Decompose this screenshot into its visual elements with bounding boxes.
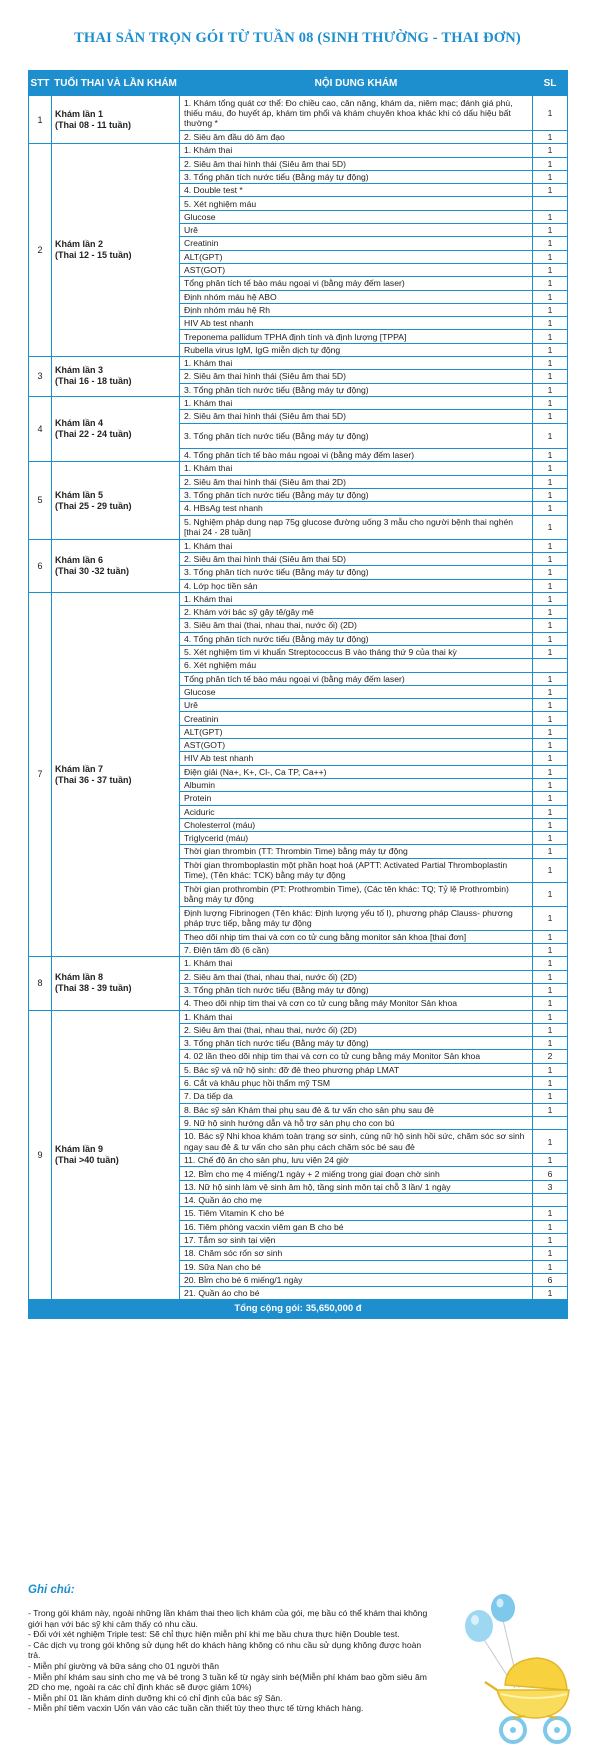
visit-name: Khám lần 5 bbox=[55, 489, 104, 500]
exam-quantity: 1 bbox=[533, 619, 568, 632]
exam-quantity: 1 bbox=[533, 1154, 568, 1167]
exam-quantity: 1 bbox=[533, 699, 568, 712]
exam-item: AST(GOT) bbox=[180, 739, 533, 752]
visit-label bbox=[52, 462, 180, 539]
exam-quantity: 1 bbox=[533, 184, 568, 197]
table-body bbox=[29, 96, 568, 1300]
exam-quantity bbox=[533, 659, 568, 672]
exam-quantity: 1 bbox=[533, 489, 568, 502]
exam-quantity: 1 bbox=[533, 685, 568, 698]
note-item: - Miễn phí 01 lần khám dinh dưỡng khi có chỉ định của bác sỹ Sản. bbox=[28, 1692, 283, 1703]
exam-quantity: 1 bbox=[533, 1233, 568, 1246]
visit-weeks: (Thai 30 -32 tuần) bbox=[55, 565, 130, 576]
exam-quantity: 1 bbox=[533, 170, 568, 183]
visit-name: Khám lần 6 bbox=[55, 554, 104, 565]
total-row bbox=[29, 1300, 568, 1319]
exam-item: 5. Nghiệm pháp dung nạp 75g glucose đường uống 3 mẫu cho người bệnh thai nghén [thai 24 - 28 tuần] bbox=[180, 515, 533, 539]
exam-quantity: 1 bbox=[533, 250, 568, 263]
exam-quantity: 1 bbox=[533, 672, 568, 685]
notes-list bbox=[28, 1608, 428, 1714]
exam-quantity: 1 bbox=[533, 906, 568, 930]
exam-item: 11. Chế độ ăn cho sản phụ, lưu viện 24 giờ bbox=[180, 1154, 533, 1167]
visit-label bbox=[52, 539, 180, 592]
exam-quantity: 1 bbox=[533, 1207, 568, 1220]
exam-item: 4. HBsAg test nhanh bbox=[180, 502, 533, 515]
exam-item: 4. Double test * bbox=[180, 184, 533, 197]
exam-quantity: 1 bbox=[533, 792, 568, 805]
table-row bbox=[29, 539, 568, 552]
exam-quantity: 1 bbox=[533, 957, 568, 970]
visit-label bbox=[52, 1010, 180, 1300]
package-table bbox=[28, 70, 568, 1319]
exam-quantity: 1 bbox=[533, 566, 568, 579]
exam-quantity: 1 bbox=[533, 882, 568, 906]
note-item: - Các dịch vụ trong gói không sử dụng hết do khách hàng không có nhu cầu sử dụng không được hoàn trả. bbox=[28, 1639, 422, 1661]
exam-item: Glucose bbox=[180, 210, 533, 223]
exam-item: 19. Sữa Nan cho bé bbox=[180, 1260, 533, 1273]
exam-item: 2. Siêu âm thai hình thái (Siêu âm thai 5D) bbox=[180, 410, 533, 423]
table-row bbox=[29, 957, 568, 970]
note-item: - Miễn phí tiêm vacxin Uốn ván vào các tuần cần thiết tùy theo thực tế từng khách hàng. bbox=[28, 1703, 364, 1714]
exam-item: 20. Bỉm cho bé 6 miếng/1 ngày bbox=[180, 1273, 533, 1286]
exam-item: 1. Khám thai bbox=[180, 144, 533, 157]
exam-item: ALT(GPT) bbox=[180, 725, 533, 738]
exam-item: Điện giải (Na+, K+, Cl-, Ca TP, Ca++) bbox=[180, 765, 533, 778]
exam-item: 4. Tổng phân tích nước tiểu (Bằng máy tự động) bbox=[180, 632, 533, 645]
exam-quantity: 1 bbox=[533, 1077, 568, 1090]
exam-item: Rubella virus IgM, IgG miễn dịch tự động bbox=[180, 343, 533, 356]
exam-quantity: 1 bbox=[533, 515, 568, 539]
exam-item: 1. Khám thai bbox=[180, 396, 533, 409]
exam-quantity bbox=[533, 1194, 568, 1207]
exam-item: Glucose bbox=[180, 685, 533, 698]
exam-item: 3. Siêu âm thai (thai, nhau thai, nước ối) (2D) bbox=[180, 619, 533, 632]
exam-item: 1. Khám thai bbox=[180, 462, 533, 475]
visit-weeks: (Thai 36 - 37 tuần) bbox=[55, 774, 132, 785]
notes-title: Ghi chú: bbox=[28, 1584, 75, 1596]
exam-quantity: 1 bbox=[533, 1247, 568, 1260]
exam-quantity: 1 bbox=[533, 765, 568, 778]
visit-label bbox=[52, 957, 180, 1010]
exam-quantity: 1 bbox=[533, 1103, 568, 1116]
exam-item: Tổng phân tích tế bào máu ngoại vi (bằng máy đếm laser) bbox=[180, 672, 533, 685]
exam-quantity: 1 bbox=[533, 632, 568, 645]
exam-quantity: 1 bbox=[533, 997, 568, 1010]
visit-label bbox=[52, 592, 180, 957]
exam-quantity bbox=[533, 197, 568, 210]
exam-item: 3. Tổng phân tích nước tiểu (Bằng máy tự động) bbox=[180, 423, 533, 449]
exam-quantity: 1 bbox=[533, 606, 568, 619]
visit-name: Khám lần 8 bbox=[55, 972, 104, 983]
exam-item: 4. Theo dõi nhịp tim thai và cơn co tử cung bằng máy Monitor Sản khoa bbox=[180, 997, 533, 1010]
exam-quantity: 1 bbox=[533, 1037, 568, 1050]
visit-name: Khám lần 1 bbox=[55, 108, 104, 119]
exam-item: Creatinin bbox=[180, 712, 533, 725]
exam-item: Albumin bbox=[180, 778, 533, 791]
exam-quantity: 1 bbox=[533, 930, 568, 943]
exam-item: 17. Tắm sơ sinh tại viện bbox=[180, 1233, 533, 1246]
table-row bbox=[29, 1010, 568, 1023]
exam-item: Định lượng Fibrinogen (Tên khác: Định lượng yếu tố I), phương pháp Clauss- phương pháp trực tiếp, bằng máy tự động bbox=[180, 906, 533, 930]
exam-quantity: 2 bbox=[533, 1050, 568, 1063]
exam-item: 2. Khám với bác sỹ gây tê/gây mê bbox=[180, 606, 533, 619]
exam-item: 4. 02 lần theo dõi nhịp tim thai và cơn co tử cung bằng máy Monitor Sản khoa bbox=[180, 1050, 533, 1063]
exam-quantity: 1 bbox=[533, 983, 568, 996]
visit-label bbox=[52, 96, 180, 144]
exam-item: 14. Quần áo cho mẹ bbox=[180, 1194, 533, 1207]
note-item: - Trong gói khám này, ngoài những lần khám thai theo lịch khám của gói, mẹ bầu có thể khám thai không giới hạn với bác sỹ khi cảm thấy có nhu cầu. bbox=[28, 1608, 428, 1629]
exam-quantity: 6 bbox=[533, 1167, 568, 1180]
exam-quantity: 1 bbox=[533, 739, 568, 752]
exam-quantity: 1 bbox=[533, 96, 568, 131]
exam-item: 7. Da tiếp da bbox=[180, 1090, 533, 1103]
exam-quantity: 1 bbox=[533, 1063, 568, 1076]
visit-number: 5 bbox=[29, 462, 52, 539]
exam-item: 3. Tổng phân tích nước tiểu (Bằng máy tự động) bbox=[180, 489, 533, 502]
exam-quantity: 1 bbox=[533, 858, 568, 882]
exam-item: 1. Khám thai bbox=[180, 957, 533, 970]
exam-quantity: 1 bbox=[533, 502, 568, 515]
exam-item: Aciduric bbox=[180, 805, 533, 818]
visit-name: Khám lần 4 bbox=[55, 418, 104, 429]
exam-item: 1. Khám tổng quát cơ thể: Đo chiều cao, cân nặng, khám da, niêm mạc; đánh giá phù, thiếu máu, đo huyết áp, khám tim phổi và khám chuyên khoa khác khi có dấu hiệu bất thường * bbox=[180, 96, 533, 131]
exam-item: 3. Tổng phân tích nước tiểu (Bằng máy tự động) bbox=[180, 1037, 533, 1050]
exam-quantity: 1 bbox=[533, 1260, 568, 1273]
exam-quantity: 1 bbox=[533, 1010, 568, 1023]
exam-item: AST(GOT) bbox=[180, 263, 533, 276]
visit-weeks: (Thai 16 - 18 tuần) bbox=[55, 376, 132, 387]
notes-section bbox=[28, 1584, 428, 1714]
exam-item: 6. Xét nghiệm máu bbox=[180, 659, 533, 672]
visit-name: Khám lần 7 bbox=[55, 763, 104, 774]
header-content: NỘI DUNG KHÁM bbox=[180, 71, 533, 96]
exam-quantity: 1 bbox=[533, 462, 568, 475]
table-row bbox=[29, 144, 568, 157]
exam-quantity: 1 bbox=[533, 725, 568, 738]
exam-quantity: 1 bbox=[533, 579, 568, 592]
exam-quantity: 1 bbox=[533, 944, 568, 957]
exam-item: 18. Chăm sóc rốn sơ sinh bbox=[180, 1247, 533, 1260]
exam-item: 16. Tiêm phòng vacxin viêm gan B cho bé bbox=[180, 1220, 533, 1233]
exam-quantity: 1 bbox=[533, 778, 568, 791]
table-row bbox=[29, 357, 568, 370]
exam-item: 7. Điện tâm đồ (6 cần) bbox=[180, 944, 533, 957]
exam-quantity: 1 bbox=[533, 845, 568, 858]
table-row bbox=[29, 592, 568, 605]
visit-number: 3 bbox=[29, 357, 52, 397]
exam-quantity: 1 bbox=[533, 330, 568, 343]
exam-item: Urê bbox=[180, 699, 533, 712]
exam-quantity: 1 bbox=[533, 449, 568, 462]
exam-quantity: 6 bbox=[533, 1273, 568, 1286]
visit-number: 7 bbox=[29, 592, 52, 957]
exam-item: 2. Siêu âm đầu dò âm đạo bbox=[180, 131, 533, 144]
exam-item: Định nhóm máu hệ Rh bbox=[180, 303, 533, 316]
exam-quantity: 1 bbox=[533, 237, 568, 250]
exam-item: 10. Bác sỹ Nhi khoa khám toàn trạng sơ sinh, cùng nữ hộ sinh hồi sức, chăm sóc sơ sinh ngay sau đẻ & tư vấn cho sản phụ cách chăm sóc bé sau đẻ bbox=[180, 1130, 533, 1154]
exam-quantity: 1 bbox=[533, 970, 568, 983]
exam-quantity: 1 bbox=[533, 805, 568, 818]
exam-item: 6. Cắt và khâu phục hồi thẩm mỹ TSM bbox=[180, 1077, 533, 1090]
exam-item: Protein bbox=[180, 792, 533, 805]
exam-item: 8. Bác sỹ sản Khám thai phụ sau đẻ & tư vấn cho sản phụ sau đẻ bbox=[180, 1103, 533, 1116]
table-row bbox=[29, 396, 568, 409]
exam-item: ALT(GPT) bbox=[180, 250, 533, 263]
exam-quantity: 1 bbox=[533, 210, 568, 223]
note-item: - Miễn phí khám sau sinh cho mẹ và bé trong 3 tuần kể từ ngày sinh bé(Miễn phí khám bao gồm siêu âm 2D cho mẹ, ngoài ra các chỉ định khác sẽ được giảm 10%) bbox=[28, 1671, 427, 1693]
exam-item: 1. Khám thai bbox=[180, 592, 533, 605]
exam-quantity: 1 bbox=[533, 144, 568, 157]
page-title: THAI SẢN TRỌN GÓI TỪ TUẦN 08 (SINH THƯỜNG - THAI ĐƠN) bbox=[74, 30, 521, 46]
table-header-row bbox=[29, 71, 568, 96]
exam-item: 12. Bỉm cho mẹ 4 miếng/1 ngày + 2 miếng trong giai đoạn chờ sinh bbox=[180, 1167, 533, 1180]
exam-item: 3. Tổng phân tích nước tiểu (Bằng máy tự động) bbox=[180, 566, 533, 579]
exam-item: Triglycerid (máu) bbox=[180, 832, 533, 845]
exam-quantity: 1 bbox=[533, 1023, 568, 1036]
visit-weeks: (Thai 22 - 24 tuần) bbox=[55, 429, 132, 440]
exam-quantity: 1 bbox=[533, 290, 568, 303]
exam-quantity: 1 bbox=[533, 357, 568, 370]
exam-item: 2. Siêu âm thai hình thái (Siêu âm thai 5D) bbox=[180, 157, 533, 170]
exam-quantity: 1 bbox=[533, 410, 568, 423]
exam-quantity: 1 bbox=[533, 317, 568, 330]
visit-weeks: (Thai 38 - 39 tuần) bbox=[55, 983, 132, 994]
exam-item: 2. Siêu âm thai (thai, nhau thai, nước ối) (2D) bbox=[180, 970, 533, 983]
exam-item: 13. Nữ hộ sinh làm vệ sinh âm hộ, tầng sinh môn tại chỗ 3 lần/ 1 ngày bbox=[180, 1180, 533, 1193]
exam-item: Urê bbox=[180, 224, 533, 237]
exam-item: 9. Nữ hộ sinh hướng dẫn và hỗ trợ sản phụ cho con bú bbox=[180, 1116, 533, 1129]
total-price: Tổng cộng gói: 35,650,000 đ bbox=[29, 1300, 568, 1319]
visit-name: Khám lần 9 bbox=[55, 1143, 104, 1154]
visit-label bbox=[52, 144, 180, 357]
visit-weeks: (Thai 12 - 15 tuần) bbox=[55, 250, 132, 261]
exam-quantity: 1 bbox=[533, 383, 568, 396]
exam-item: HIV Ab test nhanh bbox=[180, 317, 533, 330]
visit-number: 9 bbox=[29, 1010, 52, 1300]
exam-item: 3. Tổng phân tích nước tiểu (Bằng máy tự động) bbox=[180, 983, 533, 996]
visit-weeks: (Thai 25 - 29 tuần) bbox=[55, 500, 132, 511]
table-row bbox=[29, 462, 568, 475]
visit-name: Khám lần 3 bbox=[55, 365, 104, 376]
exam-item: 2. Siêu âm thai hình thái (Siêu âm thai 5D) bbox=[180, 552, 533, 565]
exam-quantity: 1 bbox=[533, 1090, 568, 1103]
exam-quantity: 1 bbox=[533, 552, 568, 565]
exam-item: 4. Lớp học tiền sản bbox=[180, 579, 533, 592]
exam-quantity: 1 bbox=[533, 343, 568, 356]
exam-quantity: 1 bbox=[533, 423, 568, 449]
table-row bbox=[29, 96, 568, 131]
exam-quantity: 1 bbox=[533, 370, 568, 383]
baby-stroller-icon bbox=[445, 1590, 575, 1750]
exam-quantity: 1 bbox=[533, 263, 568, 276]
exam-item: 1. Khám thai bbox=[180, 1010, 533, 1023]
visit-number: 6 bbox=[29, 539, 52, 592]
exam-item: 2. Siêu âm thai hình thái (Siêu âm thai 5D) bbox=[180, 370, 533, 383]
exam-quantity: 1 bbox=[533, 131, 568, 144]
visit-label bbox=[52, 396, 180, 461]
visit-weeks: (Thai >40 tuần) bbox=[55, 1154, 119, 1165]
exam-quantity: 1 bbox=[533, 303, 568, 316]
visit-label bbox=[52, 357, 180, 397]
exam-quantity: 1 bbox=[533, 592, 568, 605]
exam-item: 2. Siêu âm thai (thai, nhau thai, nước ối) (2D) bbox=[180, 1023, 533, 1036]
exam-quantity: 1 bbox=[533, 277, 568, 290]
exam-item: Treponema pallidum TPHA định tính và định lượng [TPPA] bbox=[180, 330, 533, 343]
exam-item: Thời gian prothrombin (PT: Prothrombin Time), (Các tên khác: TQ; Tỷ lệ Prothrombin) bằng máy tự động bbox=[180, 882, 533, 906]
exam-quantity: 3 bbox=[533, 1180, 568, 1193]
exam-quantity: 1 bbox=[533, 1130, 568, 1154]
visit-number: 1 bbox=[29, 96, 52, 144]
exam-quantity: 1 bbox=[533, 1220, 568, 1233]
exam-item: Định nhóm máu hệ ABO bbox=[180, 290, 533, 303]
exam-item: 21. Quần áo cho bé bbox=[180, 1287, 533, 1300]
visit-number: 2 bbox=[29, 144, 52, 357]
exam-item: 5. Bác sỹ và nữ hộ sinh: đỡ đẻ theo phương pháp LMAT bbox=[180, 1063, 533, 1076]
note-item: - Đối với xét nghiệm Triple test: Sẽ chỉ thực hiện miễn phí khi mẹ bầu chưa thực hiện Double test. bbox=[28, 1629, 400, 1640]
exam-item: 1. Khám thai bbox=[180, 357, 533, 370]
exam-quantity: 1 bbox=[533, 396, 568, 409]
exam-item: Cholesterrol (máu) bbox=[180, 818, 533, 831]
exam-quantity: 1 bbox=[533, 752, 568, 765]
exam-item: 2. Siêu âm thai hình thái (Siêu âm thai 2D) bbox=[180, 475, 533, 488]
exam-item: Theo dõi nhịp tim thai và cơn co tử cung bằng monitor sản khoa [thai đơn] bbox=[180, 930, 533, 943]
exam-quantity bbox=[533, 1116, 568, 1129]
note-item: - Miễn phí giường và bữa sáng cho 01 người thân bbox=[28, 1660, 219, 1671]
visit-number: 8 bbox=[29, 957, 52, 1010]
header-stt: STT bbox=[29, 71, 52, 96]
exam-quantity: 1 bbox=[533, 539, 568, 552]
exam-item: HIV Ab test nhanh bbox=[180, 752, 533, 765]
exam-item: 5. Xét nghiệm máu bbox=[180, 197, 533, 210]
exam-item: Thời gian thrombin (TT: Thrombin Time) bằng máy tự động bbox=[180, 845, 533, 858]
exam-item: 3. Tổng phân tích nước tiểu (Bằng máy tự động) bbox=[180, 170, 533, 183]
exam-item: 15. Tiêm Vitamin K cho bé bbox=[180, 1207, 533, 1220]
header-sl: SL bbox=[533, 71, 568, 96]
visit-weeks: (Thai 08 - 11 tuần) bbox=[55, 119, 132, 130]
exam-item: 3. Tổng phân tích nước tiểu (Bằng máy tự động) bbox=[180, 383, 533, 396]
exam-quantity: 1 bbox=[533, 712, 568, 725]
exam-item: 4. Tổng phân tích tế bào máu ngoại vi (bằng máy đếm laser) bbox=[180, 449, 533, 462]
exam-quantity: 1 bbox=[533, 475, 568, 488]
exam-quantity: 1 bbox=[533, 157, 568, 170]
visit-name: Khám lần 2 bbox=[55, 239, 104, 250]
exam-item: 5. Xét nghiệm tìm vi khuẩn Streptococcus B vào tháng thứ 9 của thai kỳ bbox=[180, 645, 533, 658]
exam-quantity: 1 bbox=[533, 1287, 568, 1300]
exam-item: Thời gian thromboplastin một phần hoạt hoá (APTT: Activated Partial Thromboplastin Time), (Tên khác: TCK) bằng máy tự động bbox=[180, 858, 533, 882]
exam-quantity: 1 bbox=[533, 645, 568, 658]
header-visit: TUỔI THAI VÀ LẦN KHÁM bbox=[52, 71, 180, 96]
exam-quantity: 1 bbox=[533, 224, 568, 237]
exam-item: 1. Khám thai bbox=[180, 539, 533, 552]
exam-item: Creatinin bbox=[180, 237, 533, 250]
exam-quantity: 1 bbox=[533, 832, 568, 845]
exam-item: Tổng phân tích tế bào máu ngoại vi (bằng máy đếm laser) bbox=[180, 277, 533, 290]
exam-quantity: 1 bbox=[533, 818, 568, 831]
visit-number: 4 bbox=[29, 396, 52, 461]
